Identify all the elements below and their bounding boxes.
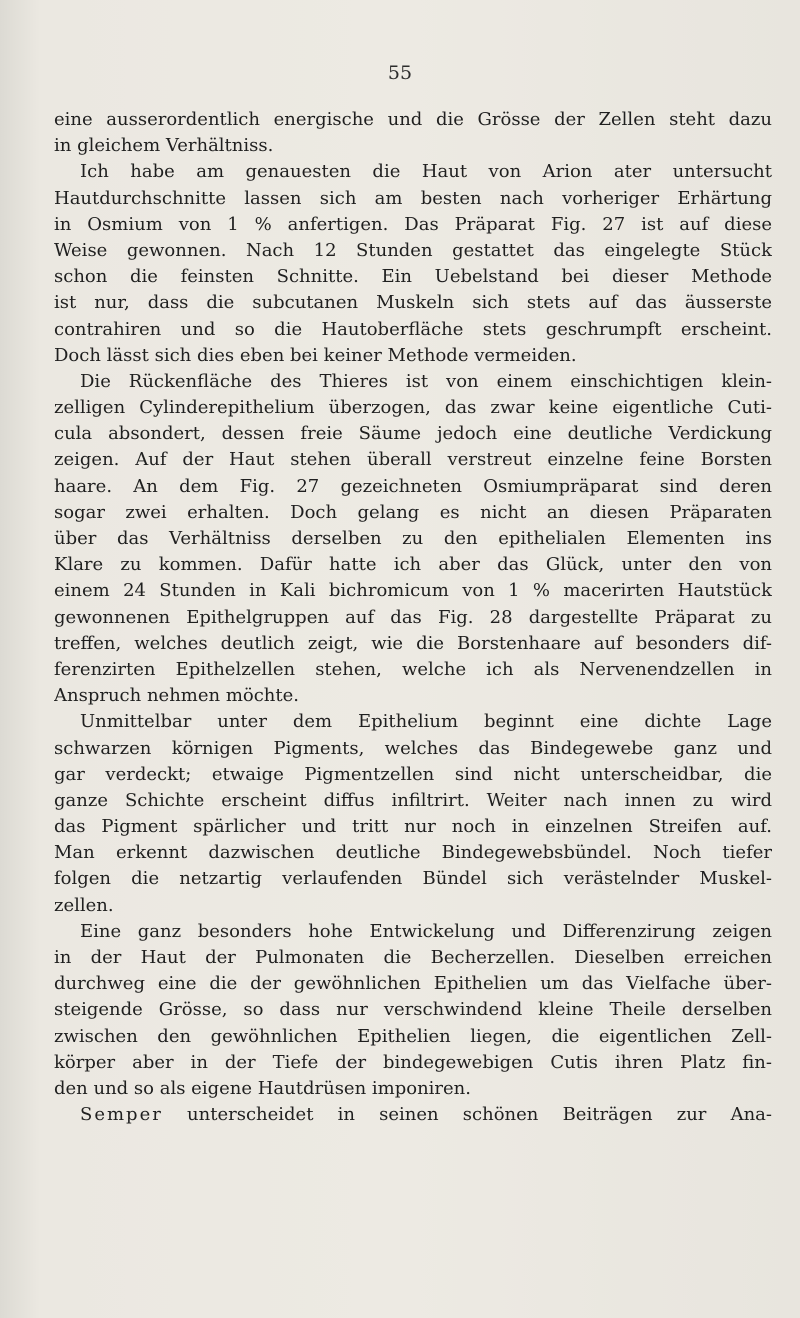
text-line: Hautdurchschnitte lassen sich am besten nach vorheriger Erhärtung — [54, 187, 772, 209]
text-line: ferenzirten Epithelzellen stehen, welche ich als Nervenendzellen in — [54, 658, 772, 680]
author-name: Semper — [80, 1104, 163, 1126]
text-line: Klare zu kommen. Dafür hatte ich aber das Glück, unter den von — [54, 554, 772, 576]
text-line: sogar zwei erhalten. Doch gelang es nicht an diesen Präparaten — [54, 501, 772, 523]
text-line: eine ausserordentlich energische und die Grösse der Zellen steht dazu — [54, 109, 772, 130]
text-line: einem 24 Stunden in Kali bichromicum von 1 % macerirten Hautstück — [54, 580, 772, 602]
text-line: treffen, welches deutlich zeigt, wie die Borstenhaare auf besonders dif- — [54, 632, 772, 654]
text-line: in gleichem Verhältniss. — [54, 135, 274, 157]
text-line: durchweg eine die der gewöhnlichen Epithelien um das Vielfache über- — [54, 973, 772, 995]
text-line: zellen. — [54, 894, 114, 916]
text-line: gewonnenen Epithelgruppen auf das Fig. 28 dargestellte Präparat zu — [54, 606, 772, 628]
text-line: über das Verhältniss derselben zu den epithelialen Elementen ins — [54, 528, 772, 549]
page-number: 55 — [387, 62, 413, 84]
text-line: zeigen. Auf der Haut stehen überall verstreut einzelne feine Borsten — [54, 449, 772, 471]
text-line: Eine ganz besonders hohe Entwickelung und Differenzirung zeigen — [80, 920, 772, 942]
text-line: ganze Schichte erscheint diffus infiltrirt. Weiter nach innen zu wird — [54, 789, 772, 811]
text-line: schwarzen körnigen Pigments, welches das Bindegewebe ganz und — [54, 737, 772, 759]
text-line: zelligen Cylinderepithelium überzogen, das zwar keine eigentliche Cuti- — [54, 397, 772, 419]
text-line: Doch lässt sich dies eben bei keiner Methode vermeiden. — [54, 344, 577, 366]
text-line: zwischen den gewöhnlichen Epithelien liegen, die eigentlichen Zell- — [54, 1025, 772, 1047]
text-line: gar verdeckt; etwaige Pigmentzellen sind nicht unterscheidbar, die — [54, 763, 772, 785]
text-line: Unmittelbar unter dem Epithelium beginnt eine dichte Lage — [80, 711, 772, 733]
text-line-final — [54, 1102, 772, 1128]
text-line: ist nur, dass die subcutanen Muskeln sich stets auf das äusserste — [54, 292, 772, 314]
text-line: in der Haut der Pulmonaten die Becherzellen. Dieselben erreichen — [54, 947, 772, 968]
text-line: Anspruch nehmen möchte. — [54, 685, 300, 707]
text-line: Ich habe am genauesten die Haut von Arion ater untersucht — [80, 161, 772, 183]
text-line: folgen die netzartig verlaufenden Bündel sich verästelnder Muskel- — [54, 868, 772, 890]
text-line: Man erkennt dazwischen deutliche Bindegewebsbündel. Noch tiefer — [54, 842, 772, 864]
text-line: Weise gewonnen. Nach 12 Stunden gestattet das eingelegte Stück — [54, 239, 772, 261]
text-line: haare. An dem Fig. 27 gezeichneten Osmiumpräparat sind deren — [54, 475, 772, 497]
body-text — [54, 107, 772, 1128]
final-line-text: unterscheidet in seinen schönen Beiträgen zur Ana- — [162, 1104, 772, 1126]
text-line: das Pigment spärlicher und tritt nur noch in einzelnen Streifen auf. — [54, 816, 772, 838]
text-line: den und so als eigene Hautdrüsen imponiren. — [54, 1077, 471, 1099]
text-line: Die Rückenfläche des Thieres ist von einem einschichtigen klein- — [80, 370, 772, 392]
text-line: steigende Grösse, so dass nur verschwindend kleine Theile derselben — [54, 999, 772, 1021]
text-line: schon die feinsten Schnitte. Ein Uebelstand bei dieser Methode — [54, 266, 772, 288]
text-line: in Osmium von 1 % anfertigen. Das Präparat Fig. 27 ist auf diese — [54, 213, 772, 235]
text-line: körper aber in der Tiefe der bindegewebigen Cutis ihren Platz fin- — [54, 1051, 772, 1073]
text-line: cula absondert, dessen freie Säume jedoch eine deutliche Verdickung — [54, 423, 772, 445]
text-line: contrahiren und so die Hautoberfläche stets geschrumpft erscheint. — [54, 318, 772, 340]
